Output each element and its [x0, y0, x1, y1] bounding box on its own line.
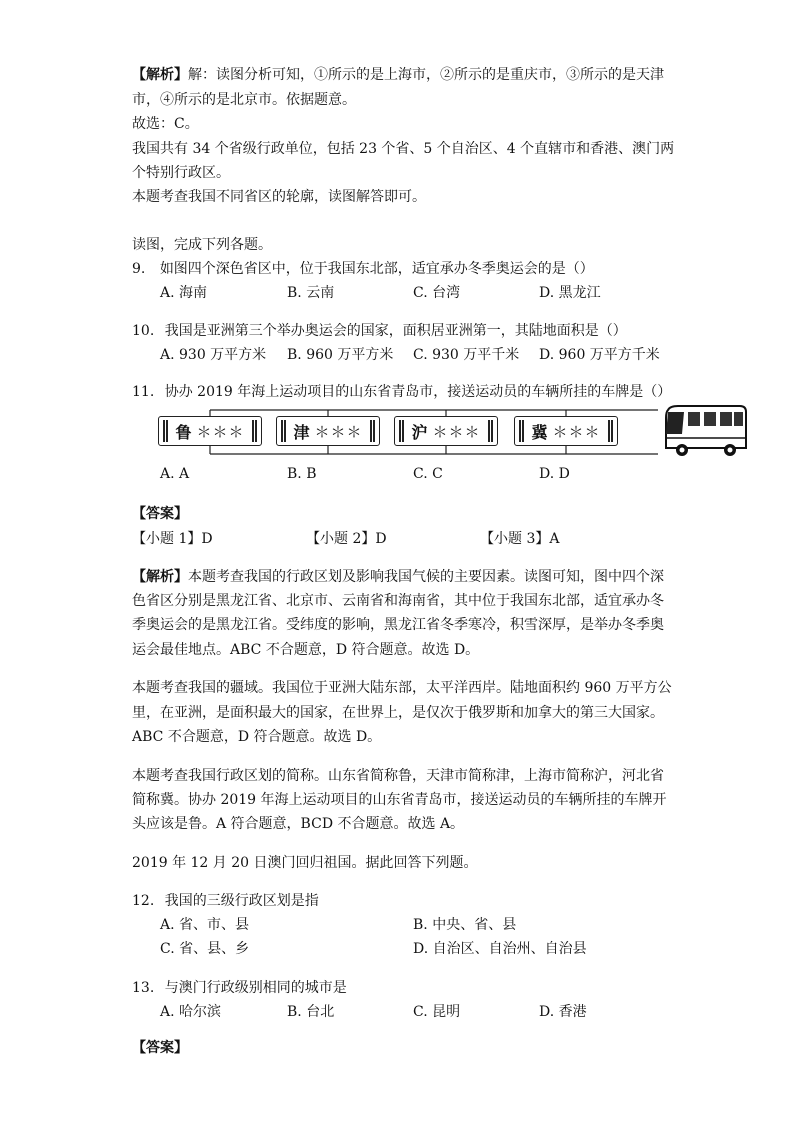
- question-text: 我国是亚洲第三个举办奥运会的国家，面积居亚洲第一，其陆地面积是（）: [164, 323, 627, 339]
- option-b: B. B: [287, 466, 317, 482]
- plate-stars: ＊＊＊: [196, 422, 245, 441]
- analysis-tag: 【解析】: [132, 569, 188, 585]
- plate-d: [514, 416, 618, 446]
- analysis-line: 故选：C。: [132, 116, 199, 132]
- analysis-line: 头应该是鲁。A 符合题意，BCD 不合题意。故选 A。: [132, 816, 465, 832]
- plate-c: [394, 416, 498, 446]
- analysis-line: 运会最佳地点。ABC 不合题意，D 符合题意。故选 D。: [132, 642, 480, 658]
- question-number: 13.: [132, 980, 155, 996]
- analysis-line: 季奥运会的是黑龙江省。受纬度的影响，黑龙江省冬季寒冷，积雪深厚，是举办冬季奥: [132, 617, 664, 633]
- analysis-line: 个特别行政区。: [132, 165, 230, 181]
- analysis-line: 本题考查我国行政区划的简称。山东省简称鲁，天津市简称津，上海市简称沪，河北省: [132, 768, 664, 784]
- question-11: [132, 381, 671, 401]
- plate-char: 鲁: [175, 422, 193, 442]
- answer-tag: 【答案】: [132, 1040, 188, 1056]
- option-c: C. C: [413, 466, 443, 482]
- answer-item-2: 【小题 2】D: [306, 531, 387, 547]
- option-b: B. 中央、省、县: [413, 917, 517, 933]
- analysis-line: 简称冀。协办 2019 年海上运动项目的山东省青岛市，接送运动员的车辆所挂的车牌开: [132, 792, 667, 808]
- answer-tag: 【答案】: [132, 506, 188, 522]
- question-12: [132, 890, 319, 910]
- question-text: 我国的三级行政区划是指: [164, 893, 319, 909]
- option-a: A. A: [160, 466, 190, 482]
- plate-a: [158, 416, 262, 446]
- plate-char: 沪: [411, 422, 429, 442]
- question-text: 如图四个深色省区中，位于我国东北部，适宜承办冬季奥运会的是（）: [159, 261, 594, 277]
- question-10: [132, 320, 627, 340]
- option-b: B. 云南: [287, 285, 335, 301]
- option-c: C. 昆明: [413, 1004, 461, 1020]
- license-plates-figure: [158, 402, 658, 468]
- option-a: A. 海南: [160, 285, 208, 301]
- analysis-line: 解：读图分析可知，①所示的是上海市，②所示的是重庆市，③所示的是天津: [188, 67, 664, 83]
- option-d: D. D: [539, 466, 570, 482]
- question-number: 12.: [132, 893, 155, 909]
- answer-item-1: 【小题 1】D: [132, 531, 213, 547]
- plate-char: 津: [293, 422, 311, 442]
- plate-char: 冀: [531, 422, 549, 442]
- option-c: C. 台湾: [413, 285, 461, 301]
- section-intro: 读图，完成下列各题。: [132, 237, 272, 253]
- analysis-line: 色省区分别是黑龙江省、北京市、云南省和海南省，其中位于我国东北部，适宜承办冬: [132, 593, 664, 609]
- analysis-line: 市，④所示的是北京市。依据题意。: [132, 92, 356, 108]
- analysis-line: 我国共有 34 个省级行政单位，包括 23 个省、5 个自治区、4 个直辖市和香港、澳门两: [132, 141, 675, 157]
- section-intro: 2019 年 12 月 20 日澳门回归祖国。据此回答下列题。: [132, 855, 478, 871]
- option-c: C. 930 万平千米: [413, 347, 520, 363]
- option-a: A. 省、市、县: [160, 917, 250, 933]
- option-b: B. 台北: [287, 1004, 335, 1020]
- question-number: 11.: [132, 384, 155, 400]
- option-a: A. 930 万平方米: [160, 347, 267, 363]
- question-13: [132, 977, 347, 997]
- question-text: 协办 2019 年海上运动项目的山东省青岛市，接送运动员的车辆所挂的车牌是（）: [164, 384, 672, 400]
- plate-stars: ＊＊＊: [552, 422, 601, 441]
- answer-item-3: 【小题 3】A: [480, 531, 560, 547]
- question-text: 与澳门行政级别相同的城市是: [164, 980, 347, 996]
- option-d: D. 香港: [539, 1004, 587, 1020]
- option-d: D. 960 万平方千米: [539, 347, 660, 363]
- option-a: A. 哈尔滨: [160, 1004, 222, 1020]
- plate-stars: ＊＊＊: [432, 422, 481, 441]
- analysis-line: ABC 不合题意，D 符合题意。故选 D。: [132, 729, 382, 745]
- analysis-paragraph-1: [132, 64, 664, 84]
- analysis-tag: 【解析】: [132, 67, 188, 83]
- question-number: 9.: [132, 261, 146, 277]
- option-c: C. 省、县、乡: [160, 941, 250, 957]
- analysis-line: 本题考查我国的疆域。我国位于亚洲大陆东部，太平洋西岸。陆地面积约 960 万平方公: [132, 680, 672, 696]
- question-number: 10.: [132, 323, 155, 339]
- analysis-line: 本题考查我国不同省区的轮廓，读图解答即可。: [132, 189, 426, 205]
- analysis-line: 里，在亚洲，是面积最大的国家，在世界上，是仅次于俄罗斯和加拿大的第三大国家。: [132, 705, 664, 721]
- analysis-paragraph-2: [132, 566, 664, 586]
- plate-b: [276, 416, 380, 446]
- analysis-line: 本题考查我国的行政区划及影响我国气候的主要因素。读图可知，图中四个深: [188, 569, 664, 585]
- option-d: D. 黑龙江: [539, 285, 601, 301]
- plate-stars: ＊＊＊: [314, 422, 363, 441]
- bus-icon: [660, 404, 750, 460]
- option-b: B. 960 万平方米: [287, 347, 394, 363]
- option-d: D. 自治区、自治州、自治县: [413, 941, 587, 957]
- question-9: [132, 258, 594, 278]
